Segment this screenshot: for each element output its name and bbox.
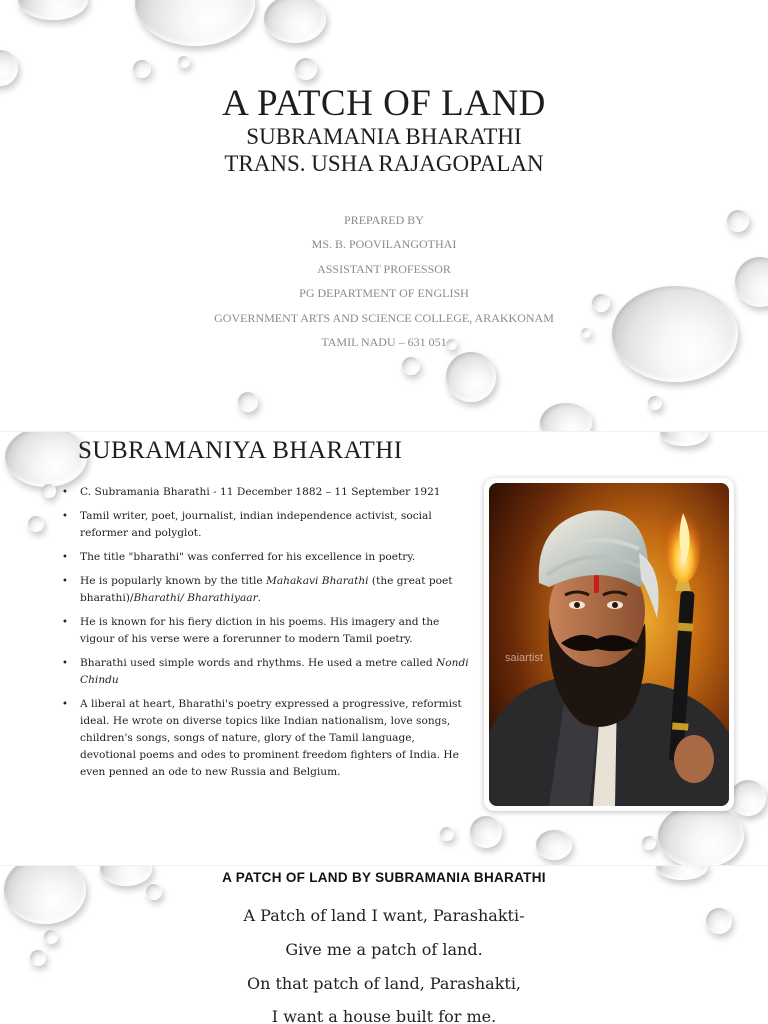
bullet-text: Bharathi used simple words and rhythms. He used a metre called [80,657,436,669]
water-drop [178,56,190,68]
water-drop [402,357,420,375]
biography-bullet-list [62,484,470,788]
water-drop [42,484,56,498]
water-drop [470,816,502,848]
bullet-emphasis: Nondi Chindu [80,657,469,686]
bullet-item: • A liberal at heart, Bharathi's poetry expressed a progressive, reformist ideal. He wrote on diverse topics like Indian nationalism, love songs, children's songs, songs of nature, glory of the Tamil language, devotional poems and odes to prominent freedom fighters of India. He even penned an ode to new Russia and Belgium. [62,696,470,781]
bullet-item: • The title "bharathi" was conferred for his excellence in poetry. [62,549,470,566]
water-drop [648,396,662,410]
water-drop [0,50,18,86]
portrait-frame [484,478,734,811]
water-drop [536,830,572,860]
translator-name: TRANS. USHA RAJAGOPALAN [224,151,544,176]
water-drop [295,58,317,80]
author-name: SUBRAMANIA BHARATHI [246,124,522,149]
bullet-emphasis: Mahakavi Bharathi [266,575,369,587]
water-drop [135,0,255,46]
bullet-emphasis: Bharathi/ Bharathiyaar [133,592,258,604]
presenter-name: MS. B. POOVILANGOTHAI [311,237,457,252]
bullet-item [62,573,470,607]
presenter-location: TAMIL NADU – 631 051 [321,335,447,350]
water-drop [730,780,766,816]
portrait-illustration [489,483,729,806]
bullet-text: (the great poet bharathi)/ [80,575,453,604]
water-drop [540,403,592,432]
presentation-title: A PATCH OF LAND [222,83,546,124]
bullet-item [62,655,470,689]
water-drop [5,432,87,487]
poem-line: On that patch of land, Parashakti, [246,974,522,993]
bullet-item: • He is known for his fiery diction in his poems. His imagery and the vigour of his verse were a forerunner to modern Tamil poetry. [62,614,470,648]
water-drop [446,352,496,402]
presenter-designation: ASSISTANT PROFESSOR [317,261,451,276]
bullet-text: He is popularly known by the title [80,575,266,587]
poem-line: I want a house built for me. [271,1007,497,1024]
poem-line: A Patch of land I want, Parashakti- [243,906,525,925]
presenter-college: GOVERNMENT ARTS AND SCIENCE COLLEGE, ARAKKONAM [214,310,554,325]
water-drop [660,432,708,446]
water-drop [238,392,258,412]
water-drop [146,884,162,900]
presenter-department: PG DEPARTMENT OF ENGLISH [299,286,469,301]
poem-heading: A PATCH OF LAND BY SUBRAMANIA BHARATHI [222,870,546,885]
water-drop [18,0,88,20]
prepared-by-block [0,208,768,354]
biography-heading: SUBRAMANIYA BHARATHI [78,437,403,464]
water-drop [264,0,326,43]
prepared-by-label: PREPARED BY [344,213,424,227]
water-drop [28,516,44,532]
bharathi-portrait [489,483,729,806]
water-drop [658,804,744,866]
portrait-watermark: saiartist [505,652,543,664]
water-drop [440,827,454,841]
bullet-item: • Tamil writer, poet, journalist, indian independence activist, social reformer and polyglot. [62,508,470,542]
bullet-item: • C. Subramania Bharathi - 11 December 1882 – 11 September 1921 [62,484,470,501]
water-drop [642,836,656,850]
water-drop [133,60,151,78]
bullet-text: . [257,592,262,604]
poem-line: Give me a patch of land. [285,940,483,959]
